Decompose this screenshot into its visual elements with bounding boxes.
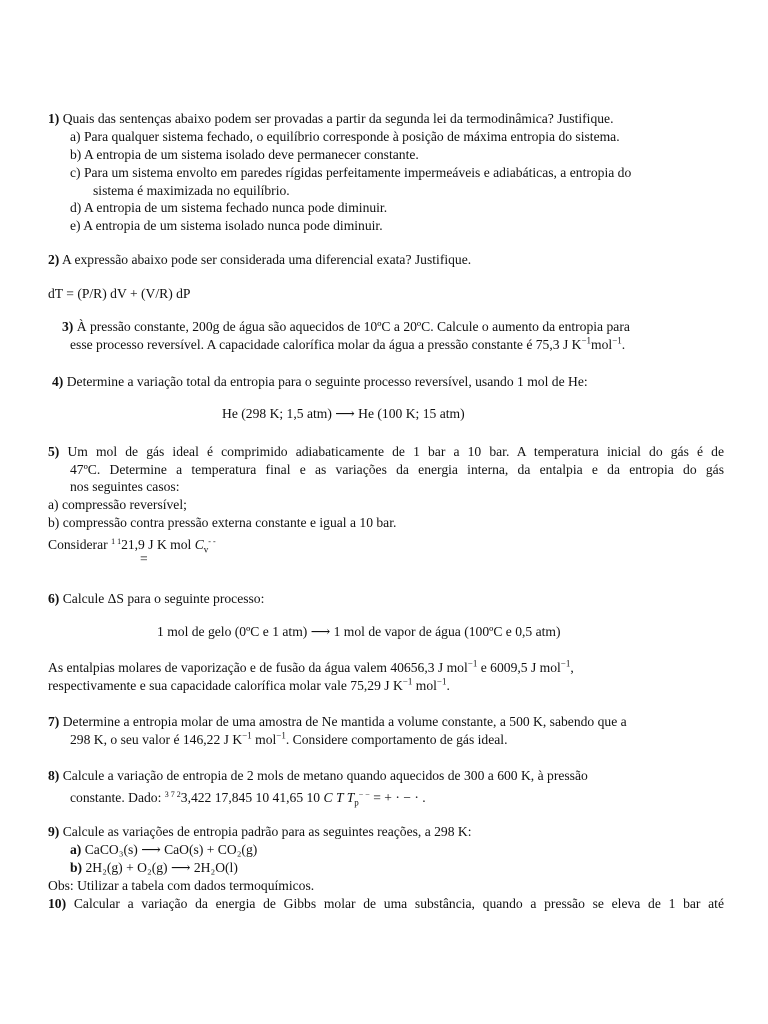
- q8-statement-line1: [48, 767, 588, 785]
- q6-line2-exponent-2: −1: [436, 676, 447, 687]
- q8-number: 8): [48, 768, 60, 783]
- q6-text: Calcule ΔS para o seguinte processo:: [62, 591, 265, 606]
- q5-text-line1: Um mol de gás ideal é comprimido adiabaticamente de 1 bar a 10 bar. A temperatura inicial do gás é de: [67, 444, 724, 459]
- q1-option-b: b) A entropia de um sistema isolado deve permanecer constante.: [70, 147, 419, 162]
- q5-number: 5): [48, 444, 60, 459]
- q6-enthalpies-line2: [48, 677, 450, 695]
- q5-statement-line1: [48, 443, 724, 461]
- q8-garbled-coefficients: 3,422 17,845 10 41,65 10: [180, 790, 321, 805]
- q6-process: 1 mol de gelo (0ºC e 1 atm) ⟶ 1 mol de vapor de água (100ºC e 0,5 atm): [157, 624, 561, 639]
- q7-line2-text-c: . Considere comportamento de gás ideal.: [285, 732, 508, 747]
- q8-garbled-operators: = + · − · .: [373, 790, 426, 805]
- q6-line1-text-a: As entalpias molares de vaporização e de fusão da água valem 40656,3 J mol: [48, 660, 468, 675]
- q5-consider-label: Considerar: [48, 537, 108, 552]
- q6-line2-exponent-1: −1: [402, 676, 413, 687]
- q1-number: 1): [48, 111, 60, 126]
- q1-statement: [48, 110, 613, 128]
- q9-text: Calcule as variações de entropia padrão para as seguintes reações, a 298 K:: [62, 824, 472, 839]
- q3-text-line2: esse processo reversível. A capacidade calorífica molar da água a pressão constante é 75,3 J K: [70, 337, 582, 352]
- q9-reaction-b-equation: 2H₂(g) + O₂(g) ⟶ 2H₂O(l): [85, 860, 238, 875]
- q8-text-line1: Calcule a variação de entropia de 2 mols de metano quando aquecidos de 300 a 600 K, à pressão: [62, 768, 588, 783]
- q6-line2-text-a: respectivamente e sua capacidade calorífica molar vale 75,29 J K: [48, 678, 403, 693]
- q6-enthalpies-line1: [48, 659, 574, 677]
- q10-statement: [48, 895, 724, 913]
- q5-cv-subscript: v: [203, 544, 209, 555]
- q7-statement-line2: [70, 731, 507, 749]
- q5-garbled-exponents: 1 1: [111, 537, 122, 546]
- q7-exponent-1: −1: [242, 730, 252, 741]
- q6-line2-text-c: .: [446, 678, 450, 693]
- q7-line2-text-b: mol: [251, 732, 277, 747]
- q5-statement-line3: nos seguintes casos:: [70, 479, 180, 494]
- q4-text: Determine a variação total da entropia para o seguinte processo reversível, usando 1 mol de He:: [66, 374, 588, 389]
- q5-case-b: b) compressão contra pressão externa constante e igual a 10 bar.: [48, 515, 397, 530]
- q3-period: .: [621, 337, 626, 352]
- q6-line2-text-b: mol: [412, 678, 437, 693]
- q5-garbled-tail: - -: [208, 537, 216, 546]
- q6-line1-exponent-1: −1: [467, 658, 478, 669]
- q8-garbled-exponents: 3 7 2: [164, 790, 181, 799]
- q1-text: Quais das sentenças abaixo podem ser provadas a partir da segunda lei da termodinâmica? Justifique.: [62, 111, 614, 126]
- q2-text: A expressão abaixo pode ser considerada uma diferencial exata? Justifique.: [61, 252, 472, 267]
- q5-cv-symbol: C: [194, 537, 204, 552]
- q1-option-c-line1: c) Para um sistema envolto em paredes rígidas perfeitamente impermeáveis e adiabáticas, a entropia do: [70, 165, 632, 180]
- q3-exponent-1: −1: [581, 335, 592, 346]
- q8-cp-subscript: p: [354, 797, 359, 808]
- q1-option-a: a) Para qualquer sistema fechado, o equilíbrio corresponde à posição de máxima entropia do sistema.: [70, 129, 620, 144]
- q4-number: 4): [52, 374, 64, 389]
- q6-line1-text-b: e 6009,5 J mol: [477, 660, 561, 675]
- q4-process: He (298 K; 1,5 atm) ⟶ He (100 K; 15 atm): [222, 406, 465, 421]
- q5-garbled-value: 21,9 J K mol: [121, 537, 192, 552]
- q1-option-e: e) A entropia de um sistema isolado nunca pode diminuir.: [70, 218, 383, 233]
- q2-statement: [48, 251, 471, 269]
- q3-exponent-2: −1: [612, 335, 622, 346]
- q6-line1-exponent-2: −1: [560, 658, 571, 669]
- q1-option-c-line2: sistema é maximizada no equilíbrio.: [93, 183, 290, 198]
- q7-number: 7): [48, 714, 60, 729]
- q7-exponent-2: −1: [276, 730, 286, 741]
- q3-number: 3): [62, 319, 74, 334]
- q8-line2-text-a: constante. Dado:: [70, 790, 162, 805]
- q2-number: 2): [48, 252, 60, 267]
- q9-reaction-b: [70, 859, 238, 877]
- q10-text: Calcular a variação da energia de Gibbs molar de uma substância, quando a pressão se eleva de 1 bar até: [73, 896, 724, 911]
- q3-statement-line1: [62, 318, 630, 336]
- q9-reaction-a: [70, 841, 257, 859]
- q5-equals-sign: =: [140, 551, 148, 566]
- q7-text-line1: Determine a entropia molar de uma amostra de Ne mantida a volume constante, a 500 K, sabendo que a: [62, 714, 627, 729]
- q9-statement: [48, 823, 472, 841]
- q5-statement-line2: 47ºC. Determine a temperatura final e as variações da energia interna, da entalpia e da entropia do gás: [70, 462, 724, 477]
- q6-number: 6): [48, 591, 60, 606]
- q5-case-a: a) compressão reversível;: [48, 497, 187, 512]
- q9-reaction-a-label: a): [70, 842, 82, 857]
- q8-garbled-minus: − −: [358, 790, 370, 799]
- q8-statement-line2: [70, 786, 426, 807]
- q10-number: 10): [48, 896, 67, 911]
- q6-line1-text-c: ,: [570, 660, 574, 675]
- q7-line2-text-a: 298 K, o seu valor é 146,22 J K: [70, 732, 243, 747]
- q8-cp-symbols: C T T: [323, 790, 355, 805]
- q3-statement-line2: [70, 336, 625, 354]
- q9-number: 9): [48, 824, 60, 839]
- q9-reaction-a-equation: CaCO₃(s) ⟶ CaO(s) + CO₂(g): [84, 842, 258, 857]
- q9-reaction-b-label: b): [70, 860, 83, 875]
- q4-statement: [52, 373, 588, 391]
- q5-consider-line: [48, 533, 216, 554]
- q1-option-d: d) A entropia de um sistema fechado nunca pode diminuir.: [70, 200, 388, 215]
- q6-statement: [48, 590, 264, 608]
- q9-observation: Obs: Utilizar a tabela com dados termoquímicos.: [48, 878, 315, 893]
- q3-unit-mol: mol: [591, 337, 613, 352]
- q3-text-line1: À pressão constante, 200g de água são aquecidos de 10ºC a 20ºC. Calcule o aumento da entropia para: [76, 319, 630, 334]
- q7-statement-line1: [48, 713, 627, 731]
- q2-equation: dT = (P/R) dV + (V/R) dP: [48, 286, 191, 301]
